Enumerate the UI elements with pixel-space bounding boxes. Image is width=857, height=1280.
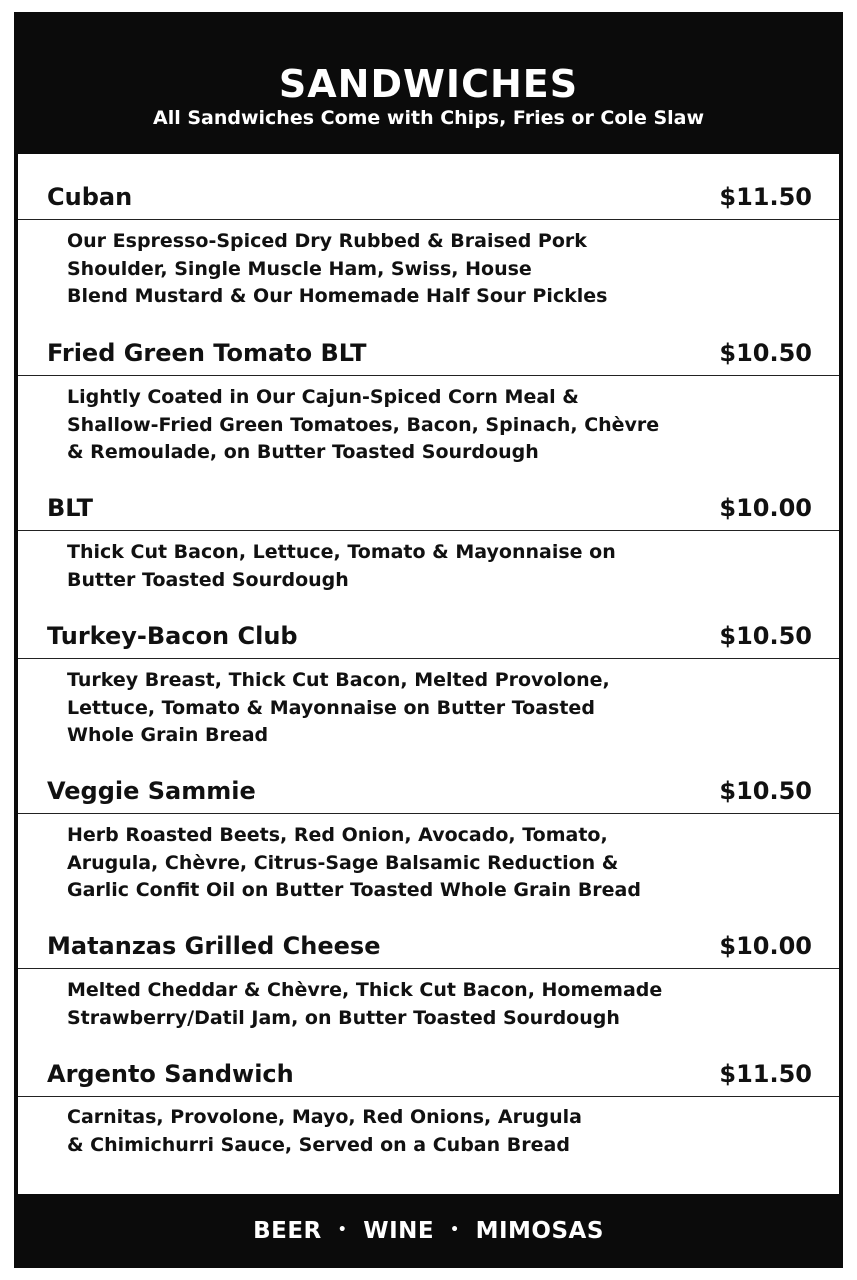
item-name: Cuban — [47, 183, 133, 211]
description-line: Strawberry/Datil Jam, on Butter Toasted Sourdough — [67, 1006, 620, 1029]
item-name: Fried Green Tomato BLT — [47, 339, 367, 367]
menu-item-header — [18, 929, 839, 969]
item-description — [67, 228, 767, 311]
description-line: Whole Grain Bread — [67, 724, 269, 746]
description-line: & Remoulade, on Butter Toasted Sourdough — [67, 441, 539, 463]
item-description — [67, 977, 767, 1032]
item-price: $11.50 — [719, 1060, 812, 1088]
menu-footer — [14, 1194, 843, 1268]
menu-header — [14, 12, 843, 154]
item-description — [67, 1104, 767, 1159]
item-price: $10.00 — [719, 932, 812, 960]
menu-item-header — [18, 336, 839, 376]
item-name: Matanzas Grilled Cheese — [47, 932, 381, 960]
menu-item-header — [18, 1057, 839, 1097]
item-price: $10.00 — [719, 494, 812, 522]
description-line: Lettuce, Tomato & Mayonnaise on Butter Toasted — [67, 696, 595, 719]
footer-item-mimosas: MIMOSAS — [475, 1218, 604, 1244]
menu-item-header — [18, 180, 839, 220]
menu-items-panel — [18, 154, 839, 1194]
item-name: BLT — [47, 494, 93, 522]
separator-dot: • — [337, 1221, 348, 1238]
menu-item-header — [18, 619, 839, 659]
item-price: $10.50 — [719, 777, 812, 805]
description-line: Arugula, Chèvre, Citrus-Sage Balsamic Reduction & — [67, 851, 619, 874]
menu-title: SANDWICHES — [278, 62, 579, 106]
description-line: Butter Toasted Sourdough — [67, 568, 349, 591]
item-description — [67, 384, 767, 467]
description-line: Melted Cheddar & Chèvre, Thick Cut Bacon, Homemade — [67, 979, 663, 1001]
description-line: Turkey Breast, Thick Cut Bacon, Melted Provolone, — [67, 669, 610, 691]
menu-item-header — [18, 491, 839, 531]
description-line: Carnitas, Provolone, Mayo, Red Onions, Arugula — [67, 1106, 582, 1128]
description-line: Blend Mustard & Our Homemade Half Sour Pickles — [67, 285, 608, 307]
separator-dot: • — [450, 1221, 460, 1238]
menu-board — [14, 12, 843, 1268]
description-line: & Chimichurri Sauce, Served on a Cuban Bread — [67, 1133, 570, 1156]
footer-item-wine: WINE — [363, 1218, 435, 1244]
description-line: Thick Cut Bacon, Lettuce, Tomato & Mayonnaise on — [67, 541, 616, 563]
item-name: Turkey-Bacon Club — [47, 622, 298, 650]
description-line: Shoulder, Single Muscle Ham, Swiss, House — [67, 257, 532, 280]
item-price: $11.50 — [719, 183, 812, 211]
item-description — [67, 667, 767, 750]
description-line: Our Espresso-Spiced Dry Rubbed & Braised Pork — [67, 230, 587, 252]
item-name: Argento Sandwich — [47, 1060, 294, 1088]
menu-subtitle: All Sandwiches Come with Chips, Fries or Cole Slaw — [152, 107, 705, 129]
item-price: $10.50 — [719, 339, 812, 367]
description-line: Garlic Confit Oil on Butter Toasted Whole Grain Bread — [67, 879, 641, 901]
description-line: Herb Roasted Beets, Red Onion, Avocado, Tomato, — [67, 824, 608, 846]
menu-item-header — [18, 774, 839, 814]
footer-item-beer: BEER — [253, 1218, 322, 1244]
description-line: Shallow-Fried Green Tomatoes, Bacon, Spinach, Chèvre — [67, 413, 660, 436]
item-name: Veggie Sammie — [47, 777, 256, 805]
item-description — [67, 539, 767, 594]
item-description — [67, 822, 767, 905]
item-price: $10.50 — [719, 622, 812, 650]
description-line: Lightly Coated in Our Cajun-Spiced Corn Meal & — [67, 386, 579, 408]
